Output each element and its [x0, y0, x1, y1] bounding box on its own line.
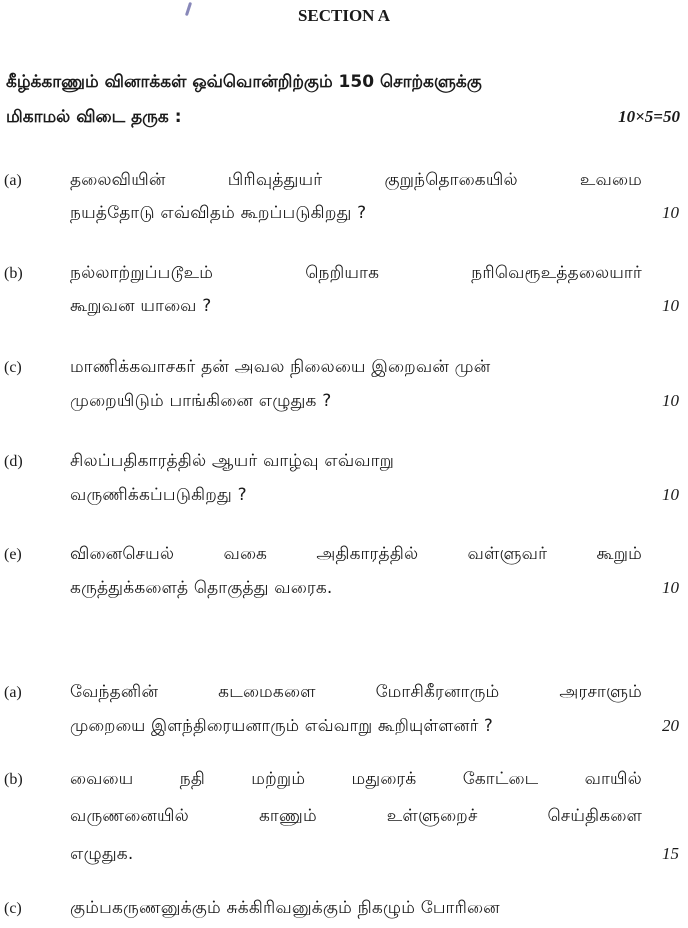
question-label: (a): [4, 684, 22, 701]
question-marks: 20: [662, 716, 679, 735]
question-label: (b): [4, 265, 23, 282]
question-line: தலைவியின் பிரிவுத்துயர் குறுந்தொகையில் உவமை: [70, 170, 642, 190]
question-line: மாணிக்கவாசகர் தன் அவல நிலையை இறைவன் முன்: [70, 357, 491, 377]
question-marks: 10: [662, 391, 679, 410]
question-label: (e): [4, 546, 22, 563]
question-marks: 10: [662, 296, 679, 315]
question-marks: 10: [662, 203, 679, 222]
question-line: நல்லாற்றுப்படூஉம் நெறியாக நரிவெரூஉத்தலையார்: [70, 263, 642, 283]
question-label: (c): [4, 900, 22, 917]
question-marks: 10: [662, 485, 679, 504]
question-line: கும்பகருணனுக்கும் சுக்கிரிவனுக்கும் நிகழும் போரினை: [70, 898, 500, 918]
question-line: முறையிடும் பாங்கினை எழுதுக ?: [70, 391, 332, 411]
question-label: (c): [4, 359, 22, 376]
instruction-marks: 10×5=50: [618, 107, 680, 126]
instruction-line-1: கீழ்க்காணும் வினாக்கள் ஒவ்வொன்றிற்கும் 150 சொற்களுக்கு: [6, 72, 482, 92]
question-line: வருணிக்கப்படுகிறது ?: [70, 485, 247, 505]
question-line: கருத்துக்களைத் தொகுத்து வரைக.: [70, 578, 333, 598]
question-label: (b): [4, 771, 23, 788]
instruction-line-2: மிகாமல் விடை தருக :: [6, 107, 182, 127]
question-line: வருணனையில் காணும் உள்ளுறைச் செய்திகளை: [70, 806, 642, 826]
question-marks: 10: [662, 578, 679, 597]
question-line: கூறுவன யாவை ?: [70, 296, 212, 316]
question-line: நயத்தோடு எவ்விதம் கூறப்படுகிறது ?: [70, 203, 367, 223]
question-line: வேந்தனின் கடமைகளை மோசிகீரனாரும் அரசாளும்: [70, 682, 642, 702]
question-line: எழுதுக.: [70, 844, 134, 864]
question-line: வினைசெயல் வகை அதிகாரத்தில் வள்ளுவர் கூறும்: [70, 544, 642, 564]
question-line: வையை நதி மற்றும் மதுரைக் கோட்டை வாயில்: [70, 769, 642, 789]
section-title: SECTION A: [297, 6, 391, 25]
question-line: சிலப்பதிகாரத்தில் ஆயர் வாழ்வு எவ்வாறு: [70, 451, 395, 471]
question-label: (a): [4, 172, 22, 189]
question-label: (d): [4, 453, 23, 470]
question-line: முறையை இளந்திரையனாரும் எவ்வாறு கூறியுள்ளனர் ?: [70, 716, 493, 735]
question-marks: 15: [662, 844, 679, 863]
